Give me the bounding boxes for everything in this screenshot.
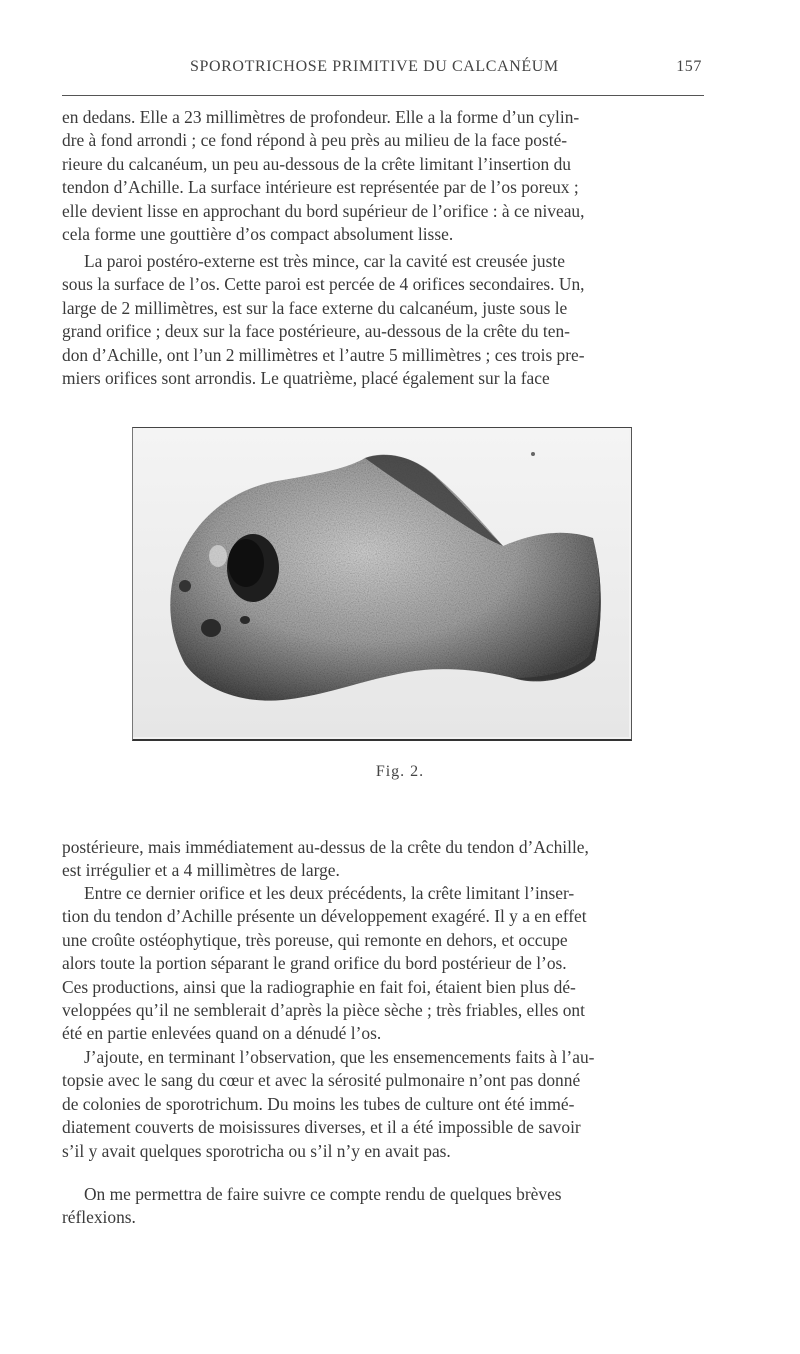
text-line: sous la surface de l’os. Cette paroi est percée de 4 orifices secondaires. Un, <box>62 274 585 295</box>
text-line: rieure du calcanéum, un peu au-dessous de la crête limitant l’insertion du <box>62 153 571 174</box>
text-line: veloppées qu’il ne semblerait d’après la pièce sèche ; très friables, elles ont <box>62 1000 585 1021</box>
text-line: dre à fond arrondi ; ce fond répond à peu près au milieu de la face posté- <box>62 130 568 151</box>
text-line: La paroi postéro-externe est très mince, car la cavité est creusée juste <box>84 251 565 271</box>
text-line: J’ajoute, en terminant l’observation, que les ensemencements faits à l’au- <box>84 1047 595 1067</box>
running-title: SPOROTRICHOSE PRIMITIVE DU CALCANÉUM <box>190 58 559 75</box>
paragraph-5 <box>62 1046 710 1163</box>
text-line: elle devient lisse en approchant du bord supérieur de l’orifice : à ce niveau, <box>62 200 585 221</box>
text-line: On me permettra de faire suivre ce compte rendu de quelques brèves <box>84 1184 562 1204</box>
header-rule <box>62 95 704 96</box>
text-line: réflexions. <box>62 1207 136 1228</box>
paragraph-6 <box>62 1183 710 1230</box>
page-number: 157 <box>676 58 702 75</box>
text-line: tendon d’Achille. La surface intérieure est représentée par de l’os poreux ; <box>62 177 579 198</box>
text-line: Entre ce dernier orifice et les deux précédents, la crête limitant l’inser- <box>84 883 575 903</box>
text-line: une croûte ostéophytique, très poreuse, qui remonte en dehors, et occupe <box>62 929 568 950</box>
text-line: alors toute la portion séparant le grand orifice du bord postérieur de l’os. <box>62 953 567 974</box>
paragraph-4 <box>62 882 710 1046</box>
text-line: postérieure, mais immédiatement au-dessus de la crête du tendon d’Achille, <box>62 837 589 857</box>
text-line: large de 2 millimètres, est sur la face externe du calcanéum, juste sous le <box>62 297 568 318</box>
small-orifice <box>201 619 221 637</box>
text-line: Ces productions, ainsi que la radiographie en fait foi, étaient bien plus dé- <box>62 976 576 997</box>
text-line: de colonies de sporotrichum. Du moins les tubes de culture ont été immé- <box>62 1093 575 1114</box>
text-line: diatement couverts de moisissures diverses, et il a été impossible de savoir <box>62 1117 581 1138</box>
text-line: en dedans. Elle a 23 millimètres de profondeur. Elle a la forme d’un cylin- <box>62 107 580 127</box>
text-line: cela forme une gouttière d’os compact absolument lisse. <box>62 224 454 245</box>
text-line: miers orifices sont arrondis. Le quatrième, placé également sur la face <box>62 368 550 389</box>
text-line: grand orifice ; deux sur la face postérieure, au-dessous de la crête du ten- <box>62 321 570 342</box>
text-line: est irrégulier et a 4 millimètres de large. <box>62 860 340 881</box>
figure-photograph <box>132 427 632 741</box>
text-line: topsie avec le sang du cœur et avec la sérosité pulmonaire n’ont pas donné <box>62 1070 581 1091</box>
text-line: été en partie enlevées quand on a dénudé l’os. <box>62 1023 382 1044</box>
text-line: tion du tendon d’Achille présente un développement exagéré. Il y a en effet <box>62 906 587 927</box>
paragraph-2 <box>62 250 710 390</box>
figure-caption: Fig. 2. <box>375 763 425 780</box>
running-header <box>62 58 704 82</box>
text-line: s’il y avait quelques sporotricha ou s’il n’y en avait pas. <box>62 1140 451 1161</box>
bone-photo <box>133 428 629 737</box>
text-line: don d’Achille, ont l’un 2 millimètres et l’autre 5 millimètres ; ces trois pre- <box>62 344 585 365</box>
paragraph-1 <box>62 106 710 246</box>
paragraph-3 <box>62 836 710 883</box>
